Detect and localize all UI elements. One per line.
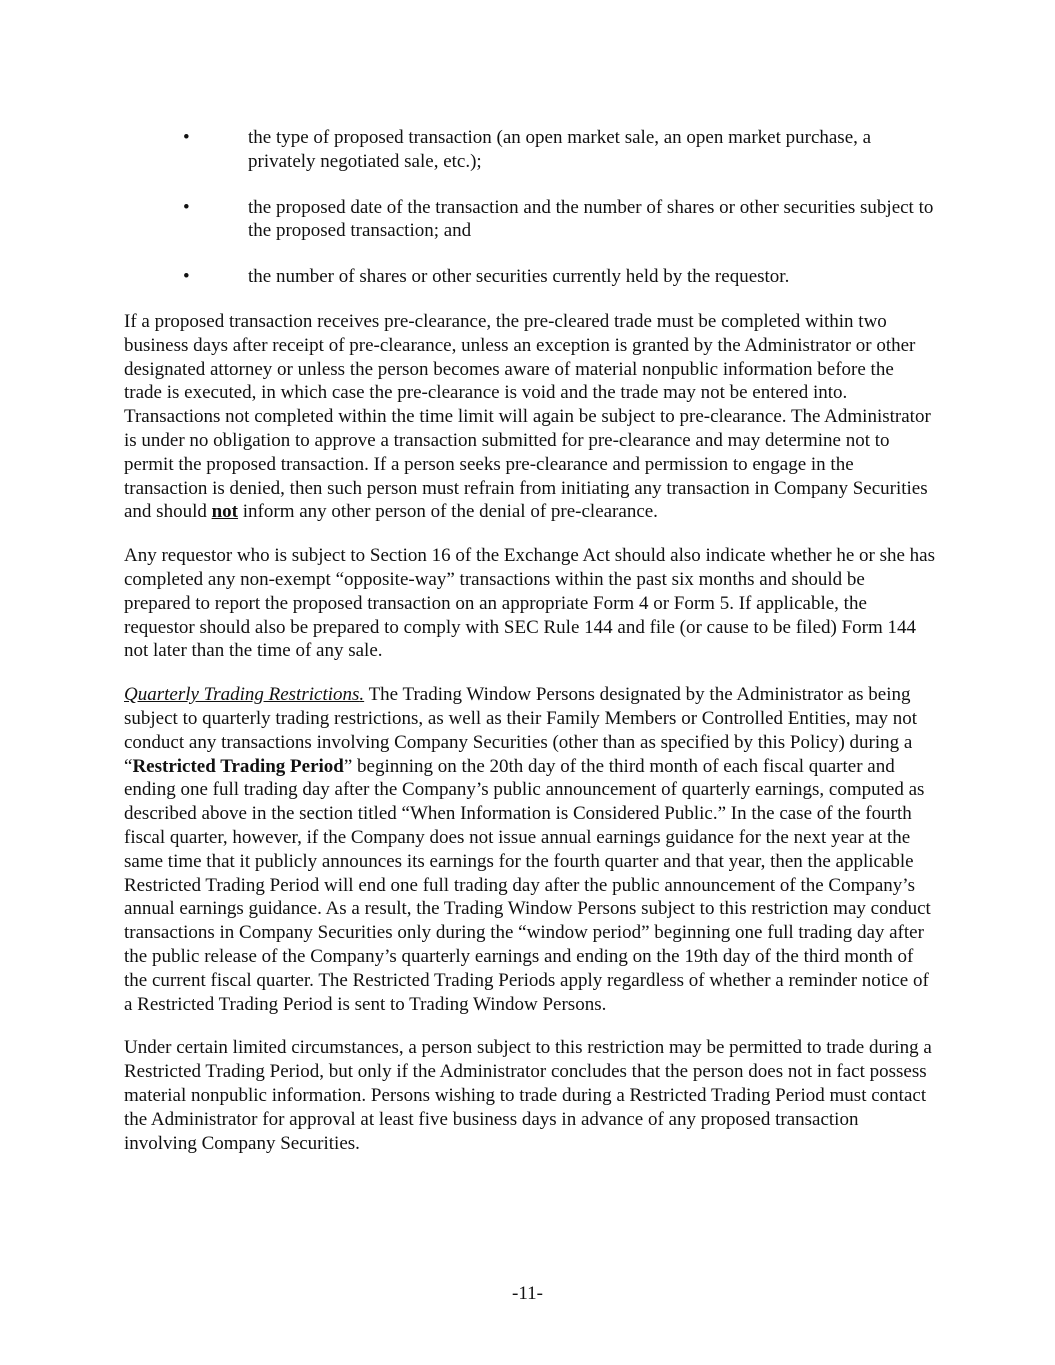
bullet-item — [124, 126, 936, 174]
bullet-list — [124, 126, 936, 311]
emphasis-not: not — [211, 501, 239, 523]
bullet-text: the proposed date of the transaction and the number of shares or other securities subject to the proposed transaction; and — [248, 196, 934, 242]
bullet-item — [124, 196, 936, 244]
paragraph-text: ” beginning on the 20th day of the third month of each fiscal quarter and ending one full trading day after the Company’s public announcement of quarterly earnings, computed as described above in the section titled “When Information is Considered Public.” In the case of the fourth fiscal quarter, however, if the Company does not issue annual earnings guidance for the next year at the same time that it publicly announces its earnings for the fourth quarter and that year, then the applicable Restricted Trading Period will end one full trading day after the public announcement of the Company’s annual earnings guidance. As a result, the Trading Window Persons subject to this restriction may conduct transactions in Company Securities only during the “window period” beginning one full trading day after the public release of the Company’s quarterly earnings and ending on the 19th day of the third month of the current fiscal quarter. The Restricted Trading Periods apply regardless of whether a reminder notice of a Restricted Trading Period is sent to Trading Window Persons. — [124, 755, 931, 1015]
bullet-item — [124, 265, 936, 289]
paragraph-text: If a proposed transaction receives pre-clearance, the pre-cleared trade must be completed within two business days after receipt of pre-clearance, unless an exception is granted by the Administrator or other designated attorney or unless the person becomes aware of material nonpublic information before the trade is executed, in which case the pre-clearance is void and the trade may not be entered into. Transactions not completed within the time limit will again be subject to pre-clearance. The Administrator is under no obligation to approve a transaction submitted for pre-clearance and may determine not to permit the proposed transaction. If a person seeks pre-clearance and permission to engage in the transaction is denied, then such person must refrain from initiating any transaction in Company Securities and should — [124, 311, 931, 523]
paragraph-section-16: Any requestor who is subject to Section 16 of the Exchange Act should also indicate whether he or she has completed any non-exempt “opposite-way” transactions within the past six months and should be prepared to report the proposed transaction on an appropriate Form 4 or Form 5. If applicable, the requestor should also be prepared to comply with SEC Rule 144 and file (or cause to be filed) Form 144 not later than the time of any sale. — [124, 545, 935, 662]
bullet-icon: • — [183, 266, 190, 288]
section-heading: Quarterly Trading Restrictions — [124, 684, 360, 706]
bullet-icon: • — [183, 127, 190, 148]
section-heading-period: . — [359, 684, 365, 706]
paragraph-text: inform any other person of the denial of pre-clearance. — [238, 501, 658, 523]
paragraph-pre-clearance — [124, 310, 936, 524]
defined-term: Restricted Trading Period — [132, 755, 344, 777]
page-number: -11- — [512, 1283, 543, 1304]
body-text — [124, 310, 936, 1175]
paragraph-text: The Trading Window Persons designated by the Administrator as being subject to quarterly trading restrictions, as well as their Family Members or Controlled Entities, may not conduct any transactions involving Company Securities (other than as specified by this Policy) during a “ — [124, 684, 918, 777]
bullet-text: the number of shares or other securities currently held by the requestor. — [248, 266, 790, 288]
bullet-text: the type of proposed transaction (an open market sale, an open market purchase, a privately negotiated sale, etc.); — [248, 127, 872, 172]
bullet-icon: • — [183, 196, 190, 218]
paragraph-quarterly-trading — [124, 683, 936, 1016]
paragraph-limited-circumstances: Under certain limited circumstances, a person subject to this restriction may be permitted to trade during a Restricted Trading Period, but only if the Administrator concludes that the person does not in fact possess material nonpublic information. Persons wishing to trade during a Restricted Trading Period must contact the Administrator for approval at least five business days in advance of any proposed transaction involving Company Securities. — [124, 1037, 932, 1154]
